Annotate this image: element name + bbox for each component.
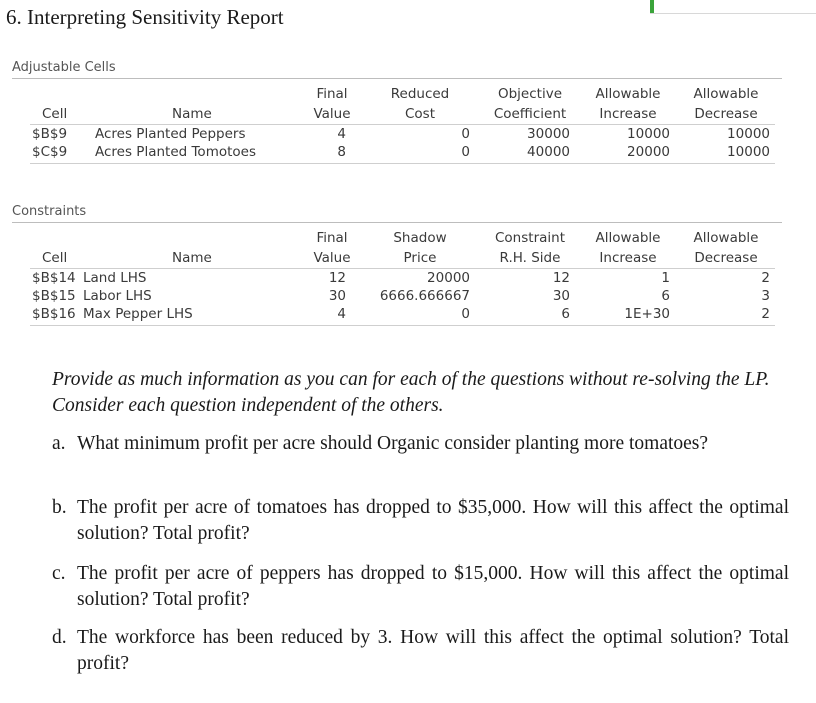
- table-row: $B$15 Labor LHS 30 6666.666667 30 6 3: [32, 288, 770, 304]
- table-rule: [30, 124, 775, 125]
- table-header-row: Cell Name Value Price R.H. Side Increase Decrease: [42, 250, 758, 266]
- table-row: $C$9 Acres Planted Tomotoes 8 0 40000 20000 10000: [32, 144, 770, 160]
- question-d: [52, 625, 792, 677]
- question-text: What minimum profit per acre should Organic consider planting more tomatoes?: [77, 433, 709, 454]
- question-c: [52, 561, 792, 613]
- question-text: The profit per acre of peppers has dropped to $15,000. How will this affect the optimal solution? Total profit?: [77, 563, 789, 610]
- question-label: c.: [52, 563, 66, 584]
- question-label: b.: [52, 497, 67, 518]
- table-header-row: Final Reduced Objective Allowable Allowable: [316, 86, 759, 102]
- table-header-row: Cell Name Value Cost Coefficient Increase Decrease: [42, 106, 758, 122]
- table-header-row: Final Shadow Constraint Allowable Allowable: [316, 230, 759, 246]
- page-title: 6. Interpreting Sensitivity Report: [6, 5, 284, 29]
- constraints-label: Constraints: [12, 204, 87, 219]
- question-label: d.: [52, 627, 67, 648]
- table-row: $B$16 Max Pepper LHS 4 0 6 1E+30 2: [32, 306, 770, 322]
- constraints-section-rule: [12, 222, 782, 223]
- adjustable-section-rule: [12, 78, 782, 79]
- table-row: $B$9 Acres Planted Peppers 4 0 30000 10000 10000: [32, 126, 770, 142]
- question-text: The profit per acre of tomatoes has dropped to $35,000. How will this affect the optimal solution? Total profit?: [77, 497, 789, 544]
- adjustable-cells-label: Adjustable Cells: [12, 60, 116, 75]
- table-rule: [30, 268, 775, 269]
- top-edge-divider: [650, 0, 816, 14]
- question-a: [52, 431, 792, 483]
- instructions-paragraph: Provide as much information as you can for each of the questions without re-solving the LP. Consider each question independent of the others.: [52, 369, 770, 416]
- green-marker: [650, 0, 654, 13]
- table-row: $B$14 Land LHS 12 20000 12 1 2: [32, 270, 770, 286]
- table-rule: [30, 163, 775, 164]
- table-rule: [30, 325, 775, 326]
- question-text: The workforce has been reduced by 3. How will this affect the optimal solution? Total profit?: [77, 627, 789, 674]
- question-b: [52, 495, 792, 547]
- question-label: a.: [52, 433, 66, 454]
